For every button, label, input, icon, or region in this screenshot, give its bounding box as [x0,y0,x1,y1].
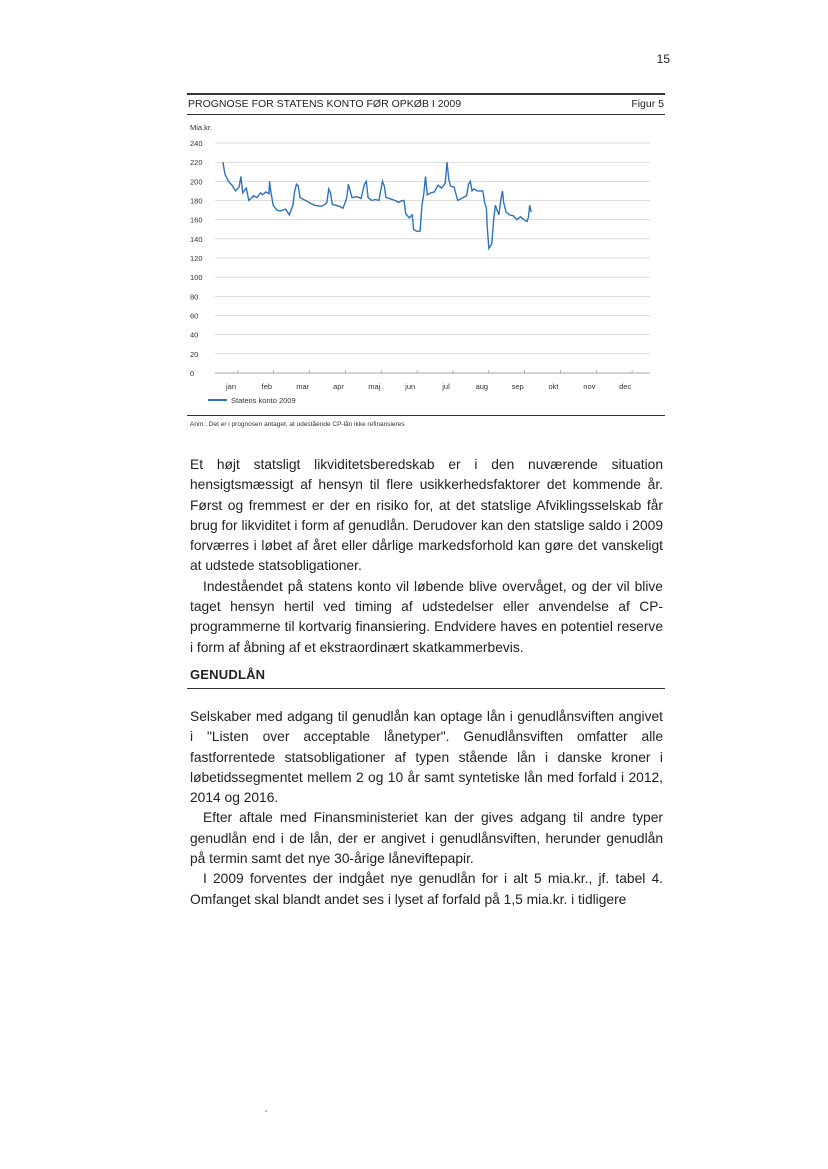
x-tick-label-sep: sep [511,382,524,391]
y-tick-label: 180 [190,196,203,206]
figure-header [188,98,664,110]
section-title: GENUDLÅN [190,667,266,682]
y-tick-label: 60 [190,311,199,321]
y-tick-label: 20 [190,349,199,359]
y-tick-label: 160 [190,215,203,225]
y-tick-label: 120 [190,254,203,263]
y-tick-label: 140 [190,234,203,244]
x-tick-label-aug: aug [475,382,489,391]
x-tick-label-dec: dec [619,382,632,391]
figure-bottom-rule [187,415,665,416]
figure-header-rule [187,114,665,115]
x-tick-label-okt: okt [548,382,559,391]
section-paragraph-3: I 2009 forventes der indgået nye genudlån for i alt 5 mia.kr., jf. tabel 4. Omfanget skal blandt andet ses i lyset af forfald på 1,5 mia.kr. i tidligere [190,871,663,907]
y-tick-label: 200 [190,177,203,187]
x-tick-label-jun: jun [405,382,416,391]
figure-top-rule [187,93,665,95]
scan-speck [265,1110,267,1112]
y-tick-label: 100 [190,273,203,283]
paragraph-2: Indeståendet på statens konto vil løbende blive overvåget, og der vil blive taget hensyn hertil ved timing af udstedelser eller anvendelse af CP-programmerne til kortvarig finansiering. Endvidere haves en potentiel reserve i form af åbning af et ekstraordinært skatkammerbevis. [190,578,663,655]
x-tick-label-maj: maj [368,382,381,391]
x-tick-label-jan: jan [225,382,237,391]
x-tick-label-nov: nov [583,382,596,391]
section-paragraph-1: Selskaber med adgang til genudlån kan optage lån i genudlånsviften angivet i "Listen over acceptable lånetyper". Genudlånsviften omfatter alle fastforrentede statsobligationer af typen stående lån i danske kroner i løbetidssegmentet mellem 2 og 10 år samt syntetiske lån med forfald i 2012, 2014 og 2016. [190,709,663,806]
figure-note: Anm.: Det er i prognosen antaget, at udestående CP-lån ikke refinansieres [190,421,405,428]
line-chart [160,118,670,418]
page-number: 15 [656,52,670,66]
y-tick-label: 220 [190,158,203,168]
paragraph-1: Et højt statsligt likviditetsberedskab er i den nuværende situation hensigtsmæssigt af hensyn til flere usikkerhedsfaktorer det kommende år. Først og fremmest er der en risiko for, at det statslige Afviklingsselskab får brug for likviditet i form af genudlån. Derudover kan den statslige saldo i 2009 forværres i løbet af året eller dårlige markedsforhold kan gøre det vanskeligt at udstede statsobligationer. [190,457,663,574]
y-axis-label: Mia.kr. [190,123,213,132]
figure-title: PROGNOSE FOR STATENS KONTO FØR OPKØB I 2009 [188,98,462,110]
x-tick-label-mar: mar [296,382,310,391]
figure-label: Figur 5 [631,98,664,110]
section-paragraph-2: Efter aftale med Finansministeriet kan der gives adgang til andre typer genudlån end i de lån, der er angivet i genudlånsviften, herunder genudlån på termin samt det nye 30-årige låneviftepapir. [190,810,663,867]
chart-grid [215,143,650,373]
x-tick-label-apr: apr [333,382,344,391]
legend [208,396,296,405]
series-line-statens-konto [223,162,531,248]
y-axis-ticks [190,139,203,378]
x-tick-label-jul: jul [442,382,450,391]
section-text [190,707,663,910]
section-rule [187,688,665,689]
x-tick-label-feb: feb [261,382,273,391]
y-tick-label: 40 [190,330,199,340]
y-tick-label: 240 [190,139,203,148]
y-tick-label: 80 [190,292,199,302]
intro-text [190,455,663,658]
legend-label: Statens konto 2009 [231,396,296,405]
y-tick-label: 0 [190,369,195,378]
